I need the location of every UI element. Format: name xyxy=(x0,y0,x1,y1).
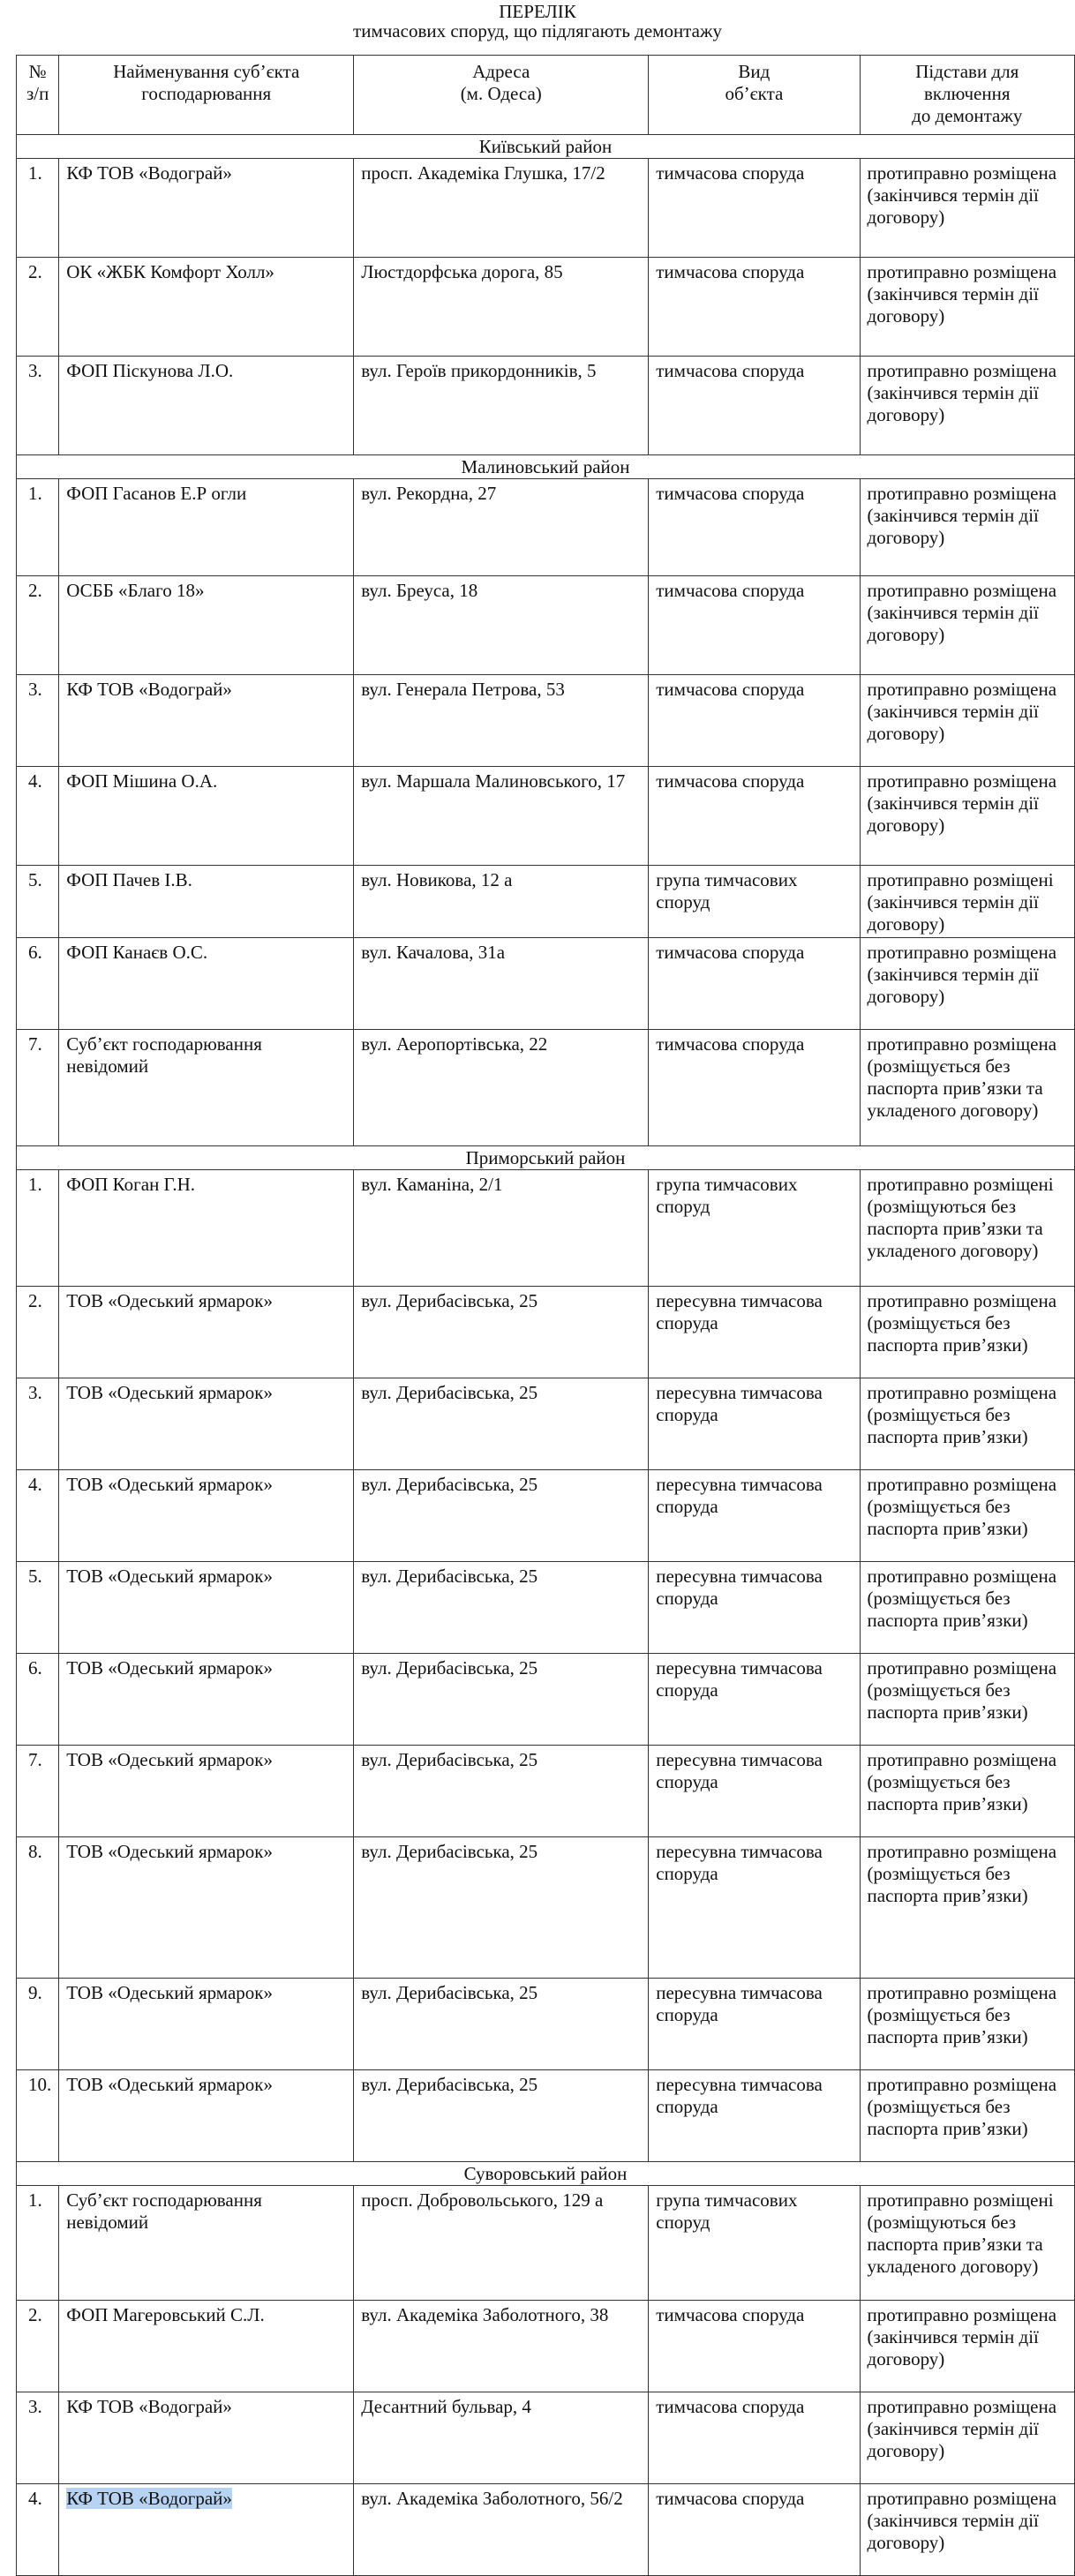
header-basis xyxy=(860,56,1074,135)
row-number: 5. xyxy=(17,866,59,938)
address: вул. Дерибасівська, 25 xyxy=(354,1979,649,2070)
demolition-basis: протиправно розміщена (розміщується без паспорта прив’язки) xyxy=(860,1378,1074,1470)
row-number: 4. xyxy=(17,767,59,866)
object-type: тимчасова споруда xyxy=(649,357,860,455)
object-type: пересувна тимчасова споруда xyxy=(649,1979,860,2070)
object-type: пересувна тимчасова споруда xyxy=(649,1470,860,1562)
row-number: 4. xyxy=(17,2484,59,2576)
row-number: 9. xyxy=(17,1979,59,2070)
table-row xyxy=(17,1837,1075,1979)
row-number: 3. xyxy=(17,357,59,455)
entity-name: ФОП Мішина О.А. xyxy=(59,767,354,866)
row-number: 3. xyxy=(17,2392,59,2484)
table-row xyxy=(17,1170,1075,1287)
demolition-basis: протиправно розміщена (розміщується без паспорта прив’язки та укладеного договору) xyxy=(860,1030,1074,1146)
address: вул. Каманіна, 2/1 xyxy=(354,1170,649,1287)
demolition-list-table xyxy=(16,55,1075,2576)
object-type: тимчасова споруда xyxy=(649,675,860,767)
demolition-basis: протиправно розміщена (закінчився термін дії договору) xyxy=(860,479,1074,576)
table-row xyxy=(17,938,1075,1030)
object-type: пересувна тимчасова споруда xyxy=(649,1562,860,1654)
object-type: група тимчасових споруд xyxy=(649,1170,860,1287)
object-type: пересувна тимчасова споруда xyxy=(649,1654,860,1746)
district-name: Київський район xyxy=(17,135,1075,159)
address: просп. Добровольського, 129 а xyxy=(354,2186,649,2301)
entity-name: ТОВ «Одеський ярмарок» xyxy=(59,1562,354,1654)
demolition-basis: протиправно розміщена (розміщується без паспорта прив’язки) xyxy=(860,1837,1074,1979)
row-number: 8. xyxy=(17,1837,59,1979)
table-row xyxy=(17,767,1075,866)
address: вул. Рекордна, 27 xyxy=(354,479,649,576)
entity-name: ФОП Гасанов Е.Р огли xyxy=(59,479,354,576)
object-type: тимчасова споруда xyxy=(649,767,860,866)
row-number: 6. xyxy=(17,938,59,1030)
demolition-basis: протиправно розміщена (закінчився термін дії договору) xyxy=(860,159,1074,258)
document-title: ПЕРЕЛІК xyxy=(499,1,576,22)
column-header-line: Адреса xyxy=(472,61,530,82)
table-row xyxy=(17,675,1075,767)
entity-name: ТОВ «Одеський ярмарок» xyxy=(59,2070,354,2162)
address: вул. Бреуса, 18 xyxy=(354,576,649,675)
entity-name xyxy=(59,2484,354,2576)
object-type: тимчасова споруда xyxy=(649,258,860,357)
demolition-basis: протиправно розміщена (розміщується без паспорта прив’язки) xyxy=(860,1654,1074,1746)
row-number: 2. xyxy=(17,2301,59,2392)
table-row xyxy=(17,479,1075,576)
object-type: тимчасова споруда xyxy=(649,2484,860,2576)
demolition-basis: протиправно розміщена (розміщується без паспорта прив’язки) xyxy=(860,1287,1074,1378)
address: просп. Академіка Глушка, 17/2 xyxy=(354,159,649,258)
column-header-line: Вид xyxy=(738,61,771,82)
column-header-line: № xyxy=(28,61,47,82)
column-header-line: з/п xyxy=(26,83,49,104)
object-type: тимчасова споруда xyxy=(649,938,860,1030)
demolition-basis: протиправно розміщені (розміщуються без паспорта прив’язки та укладеного договору) xyxy=(860,1170,1074,1287)
row-number: 3. xyxy=(17,1378,59,1470)
header-type xyxy=(649,56,860,135)
column-header-line: включення xyxy=(924,83,1011,104)
demolition-basis: протиправно розміщена (закінчився термін дії договору) xyxy=(860,767,1074,866)
document-subtitle: тимчасових споруд, що підлягають демонтажу xyxy=(353,20,722,41)
entity-name: ТОВ «Одеський ярмарок» xyxy=(59,1837,354,1979)
object-type: група тимчасових споруд xyxy=(649,2186,860,2301)
object-type: тимчасова споруда xyxy=(649,2392,860,2484)
table-row xyxy=(17,866,1075,938)
row-number: 10. xyxy=(17,2070,59,2162)
address: вул. Дерибасівська, 25 xyxy=(354,1837,649,1979)
object-type: пересувна тимчасова споруда xyxy=(649,1378,860,1470)
demolition-basis: протиправно розміщена (закінчився термін дії договору) xyxy=(860,357,1074,455)
entity-name: Суб’єкт господарювання невідомий xyxy=(59,1030,354,1146)
demolition-basis: протиправно розміщена (закінчився термін дії договору) xyxy=(860,2301,1074,2392)
entity-name: ФОП Пачев І.В. xyxy=(59,866,354,938)
table-row xyxy=(17,1287,1075,1378)
row-number: 2. xyxy=(17,576,59,675)
header-address xyxy=(354,56,649,135)
demolition-basis: протиправно розміщені (розміщуються без паспорта прив’язки та укладеного договору) xyxy=(860,2186,1074,2301)
address: вул. Дерибасівська, 25 xyxy=(354,1378,649,1470)
table-header-row xyxy=(17,56,1075,135)
object-type: тимчасова споруда xyxy=(649,2301,860,2392)
table-row xyxy=(17,576,1075,675)
address: вул. Аеропортівська, 22 xyxy=(354,1030,649,1146)
demolition-basis: протиправно розміщена (закінчився термін дії договору) xyxy=(860,2392,1074,2484)
table-row xyxy=(17,1654,1075,1746)
selected-text[interactable]: КФ ТОВ «Водограй» xyxy=(66,2488,232,2509)
district-row xyxy=(17,2162,1075,2186)
entity-name: КФ ТОВ «Водограй» xyxy=(59,675,354,767)
demolition-basis: протиправно розміщена (розміщується без паспорта прив’язки) xyxy=(860,1562,1074,1654)
table-row xyxy=(17,1979,1075,2070)
demolition-basis: протиправно розміщена (розміщується без паспорта прив’язки) xyxy=(860,1979,1074,2070)
district-name: Суворовський район xyxy=(17,2162,1075,2186)
row-number: 5. xyxy=(17,1562,59,1654)
row-number: 2. xyxy=(17,258,59,357)
entity-name: ФОП Канаєв О.С. xyxy=(59,938,354,1030)
header-num xyxy=(17,56,59,135)
district-row xyxy=(17,1146,1075,1170)
header-entity xyxy=(59,56,354,135)
table-row xyxy=(17,1378,1075,1470)
row-number: 2. xyxy=(17,1287,59,1378)
entity-name: КФ ТОВ «Водограй» xyxy=(59,2392,354,2484)
address: вул. Маршала Малиновського, 17 xyxy=(354,767,649,866)
table-row xyxy=(17,2484,1075,2576)
row-number: 6. xyxy=(17,1654,59,1746)
demolition-basis: протиправно розміщена (закінчився термін дії договору) xyxy=(860,258,1074,357)
row-number: 1. xyxy=(17,159,59,258)
table-row xyxy=(17,1030,1075,1146)
district-name: Приморський район xyxy=(17,1146,1075,1170)
entity-name: КФ ТОВ «Водограй» xyxy=(59,159,354,258)
address: вул. Новикова, 12 а xyxy=(354,866,649,938)
demolition-basis: протиправно розміщена (розміщується без паспорта прив’язки) xyxy=(860,1746,1074,1837)
demolition-basis: протиправно розміщена (розміщується без паспорта прив’язки) xyxy=(860,2070,1074,2162)
entity-name: ТОВ «Одеський ярмарок» xyxy=(59,1470,354,1562)
address: вул. Академіка Заболотного, 56/2 xyxy=(354,2484,649,2576)
row-number: 3. xyxy=(17,675,59,767)
address: вул. Дерибасівська, 25 xyxy=(354,1746,649,1837)
column-header-line: Підстави для xyxy=(915,61,1019,82)
district-row xyxy=(17,135,1075,159)
district-name: Малиновський район xyxy=(17,455,1075,479)
demolition-basis: протиправно розміщена (розміщується без паспорта прив’язки) xyxy=(860,1470,1074,1562)
entity-name: Суб’єкт господарювання невідомий xyxy=(59,2186,354,2301)
entity-name: ОК «ЖБК Комфорт Холл» xyxy=(59,258,354,357)
object-type: пересувна тимчасова споруда xyxy=(649,1287,860,1378)
table-row xyxy=(17,1746,1075,1837)
column-header-line: до демонтажу xyxy=(912,105,1023,126)
object-type: тимчасова споруда xyxy=(649,1030,860,1146)
object-type: тимчасова споруда xyxy=(649,576,860,675)
address: вул. Дерибасівська, 25 xyxy=(354,1287,649,1378)
address: вул. Дерибасівська, 25 xyxy=(354,1470,649,1562)
entity-name: ОСББ «Благо 18» xyxy=(59,576,354,675)
object-type: пересувна тимчасова споруда xyxy=(649,1746,860,1837)
entity-name: ФОП Піскунова Л.О. xyxy=(59,357,354,455)
demolition-basis: протиправно розміщена (закінчився термін дії договору) xyxy=(860,2484,1074,2576)
district-row xyxy=(17,455,1075,479)
entity-name: ФОП Магеровський С.Л. xyxy=(59,2301,354,2392)
table-row xyxy=(17,1562,1075,1654)
address: вул. Дерибасівська, 25 xyxy=(354,2070,649,2162)
demolition-basis: протиправно розміщена (закінчився термін дії договору) xyxy=(860,938,1074,1030)
table-row xyxy=(17,2070,1075,2162)
table-row xyxy=(17,357,1075,455)
table-row xyxy=(17,258,1075,357)
entity-name: ТОВ «Одеський ярмарок» xyxy=(59,1378,354,1470)
table-row xyxy=(17,1470,1075,1562)
address: Люстдорфська дорога, 85 xyxy=(354,258,649,357)
row-number: 1. xyxy=(17,479,59,576)
row-number: 1. xyxy=(17,1170,59,1287)
table-row xyxy=(17,159,1075,258)
object-type: тимчасова споруда xyxy=(649,159,860,258)
address: вул. Качалова, 31а xyxy=(354,938,649,1030)
address: вул. Дерибасівська, 25 xyxy=(354,1562,649,1654)
demolition-basis: протиправно розміщена (закінчився термін дії договору) xyxy=(860,675,1074,767)
address: вул. Героїв прикордонників, 5 xyxy=(354,357,649,455)
column-header-line: (м. Одеса) xyxy=(460,83,542,104)
table-row xyxy=(17,2392,1075,2484)
address: вул. Генерала Петрова, 53 xyxy=(354,675,649,767)
object-type: група тимчасових споруд xyxy=(649,866,860,938)
address: вул. Дерибасівська, 25 xyxy=(354,1654,649,1746)
row-number: 4. xyxy=(17,1470,59,1562)
demolition-basis: протиправно розміщені (закінчився термін дії договору) xyxy=(860,866,1074,938)
entity-name: ФОП Коган Г.Н. xyxy=(59,1170,354,1287)
address: вул. Академіка Заболотного, 38 xyxy=(354,2301,649,2392)
demolition-basis: протиправно розміщена (закінчився термін дії договору) xyxy=(860,576,1074,675)
entity-name: ТОВ «Одеський ярмарок» xyxy=(59,1654,354,1746)
row-number: 1. xyxy=(17,2186,59,2301)
entity-name: ТОВ «Одеський ярмарок» xyxy=(59,1287,354,1378)
column-header-line: господарювання xyxy=(141,83,272,104)
column-header-line: об’єкта xyxy=(725,83,784,104)
column-header-line: Найменування суб’єкта xyxy=(113,61,300,82)
entity-name: ТОВ «Одеський ярмарок» xyxy=(59,1979,354,2070)
table-row xyxy=(17,2301,1075,2392)
row-number: 7. xyxy=(17,1030,59,1146)
entity-name: ТОВ «Одеський ярмарок» xyxy=(59,1746,354,1837)
address: Десантний бульвар, 4 xyxy=(354,2392,649,2484)
table-row xyxy=(17,2186,1075,2301)
object-type: пересувна тимчасова споруда xyxy=(649,1837,860,1979)
row-number: 7. xyxy=(17,1746,59,1837)
object-type: пересувна тимчасова споруда xyxy=(649,2070,860,2162)
object-type: тимчасова споруда xyxy=(649,479,860,576)
